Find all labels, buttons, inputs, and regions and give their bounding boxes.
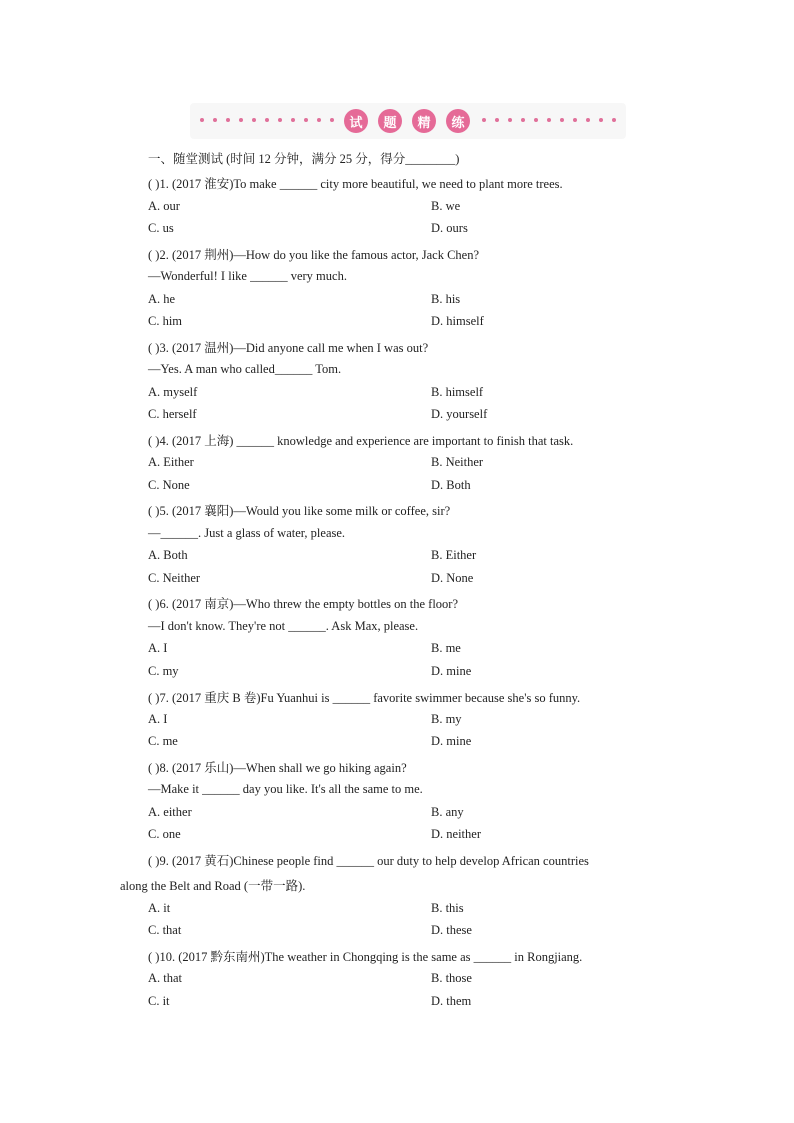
option: A. either xyxy=(148,805,192,819)
title-char: 试 xyxy=(344,109,368,133)
option: C. that xyxy=(148,923,182,937)
option: A. our xyxy=(148,199,180,213)
option: D. yourself xyxy=(431,407,488,421)
question-stem-line2: —______. Just a glass of water, please. xyxy=(148,526,346,540)
option: C. herself xyxy=(148,407,197,421)
option: C. one xyxy=(148,827,181,841)
question-stem-line2: along the Belt and Road (一带一路). xyxy=(120,879,306,893)
option: A. it xyxy=(148,901,171,915)
question-stem: ( )3. (2017 温州)—Did anyone call me when I was out? xyxy=(148,341,429,355)
option: B. we xyxy=(431,199,461,213)
option: C. him xyxy=(148,314,183,328)
option: A. Both xyxy=(148,548,188,562)
question-stem: ( )7. (2017 重庆 B 卷)Fu Yuanhui is ______ favorite swimmer because she's so funny. xyxy=(148,691,581,705)
option: B. this xyxy=(431,901,464,915)
option: A. that xyxy=(148,971,183,985)
question-stem: ( )10. (2017 黔东南州)The weather in Chongqing is the same as ______ in Rongjiang. xyxy=(148,950,583,964)
title-char: 精 xyxy=(412,109,436,133)
option: C. us xyxy=(148,221,174,235)
option: B. those xyxy=(431,971,472,985)
option: B. himself xyxy=(431,385,484,399)
option: C. Neither xyxy=(148,571,201,585)
section-banner xyxy=(190,103,626,139)
decorative-dots-right xyxy=(482,118,616,122)
option: D. ours xyxy=(431,221,468,235)
option: A. I xyxy=(148,641,168,655)
option: B. me xyxy=(431,641,461,655)
question-stem: ( )8. (2017 乐山)—When shall we go hiking again? xyxy=(148,761,407,775)
section-heading: 一、随堂测试 (时间 12 分钟，满分 25 分，得分________) xyxy=(148,152,460,166)
option: A. myself xyxy=(148,385,198,399)
option: D. neither xyxy=(431,827,481,841)
option: C. my xyxy=(148,664,179,678)
option: C. me xyxy=(148,734,178,748)
question-stem: ( )6. (2017 南京)—Who threw the empty bottles on the floor? xyxy=(148,597,458,611)
question-stem: ( )1. (2017 淮安)To make ______ city more beautiful, we need to plant more trees. xyxy=(148,177,563,191)
title-char: 练 xyxy=(446,109,470,133)
option: C. it xyxy=(148,994,170,1008)
title-char: 题 xyxy=(378,109,402,133)
option: B. Neither xyxy=(431,455,484,469)
question-stem: ( )2. (2017 荆州)—How do you like the famous actor, Jack Chen? xyxy=(148,248,480,262)
option: D. None xyxy=(431,571,474,585)
option: C. None xyxy=(148,478,190,492)
question-stem: ( )4. (2017 上海) ______ knowledge and experience are important to finish that task. xyxy=(148,434,574,448)
option: A. Either xyxy=(148,455,194,469)
option: A. I xyxy=(148,712,168,726)
option: A. he xyxy=(148,292,176,306)
option: D. mine xyxy=(431,664,472,678)
option: D. these xyxy=(431,923,472,937)
option: B. my xyxy=(431,712,462,726)
question-stem: ( )9. (2017 黄石)Chinese people find ______ our duty to help develop African countries xyxy=(148,854,589,868)
question-stem-line2: —Wonderful! I like ______ very much. xyxy=(148,269,347,283)
option: B. any xyxy=(431,805,464,819)
question-stem-line2: —Yes. A man who called______ Tom. xyxy=(148,362,342,376)
option: D. mine xyxy=(431,734,472,748)
option: D. Both xyxy=(431,478,471,492)
question-stem-line2: —Make it ______ day you like. It's all the same to me. xyxy=(148,782,423,796)
option: D. himself xyxy=(431,314,484,328)
option: D. them xyxy=(431,994,472,1008)
decorative-dots-left xyxy=(200,118,334,122)
option: B. his xyxy=(431,292,461,306)
banner-title xyxy=(344,109,470,133)
question-stem: ( )5. (2017 襄阳)—Would you like some milk or coffee, sir? xyxy=(148,504,451,518)
question-stem-line2: —I don't know. They're not ______. Ask Max, please. xyxy=(148,619,419,633)
option: B. Either xyxy=(431,548,477,562)
